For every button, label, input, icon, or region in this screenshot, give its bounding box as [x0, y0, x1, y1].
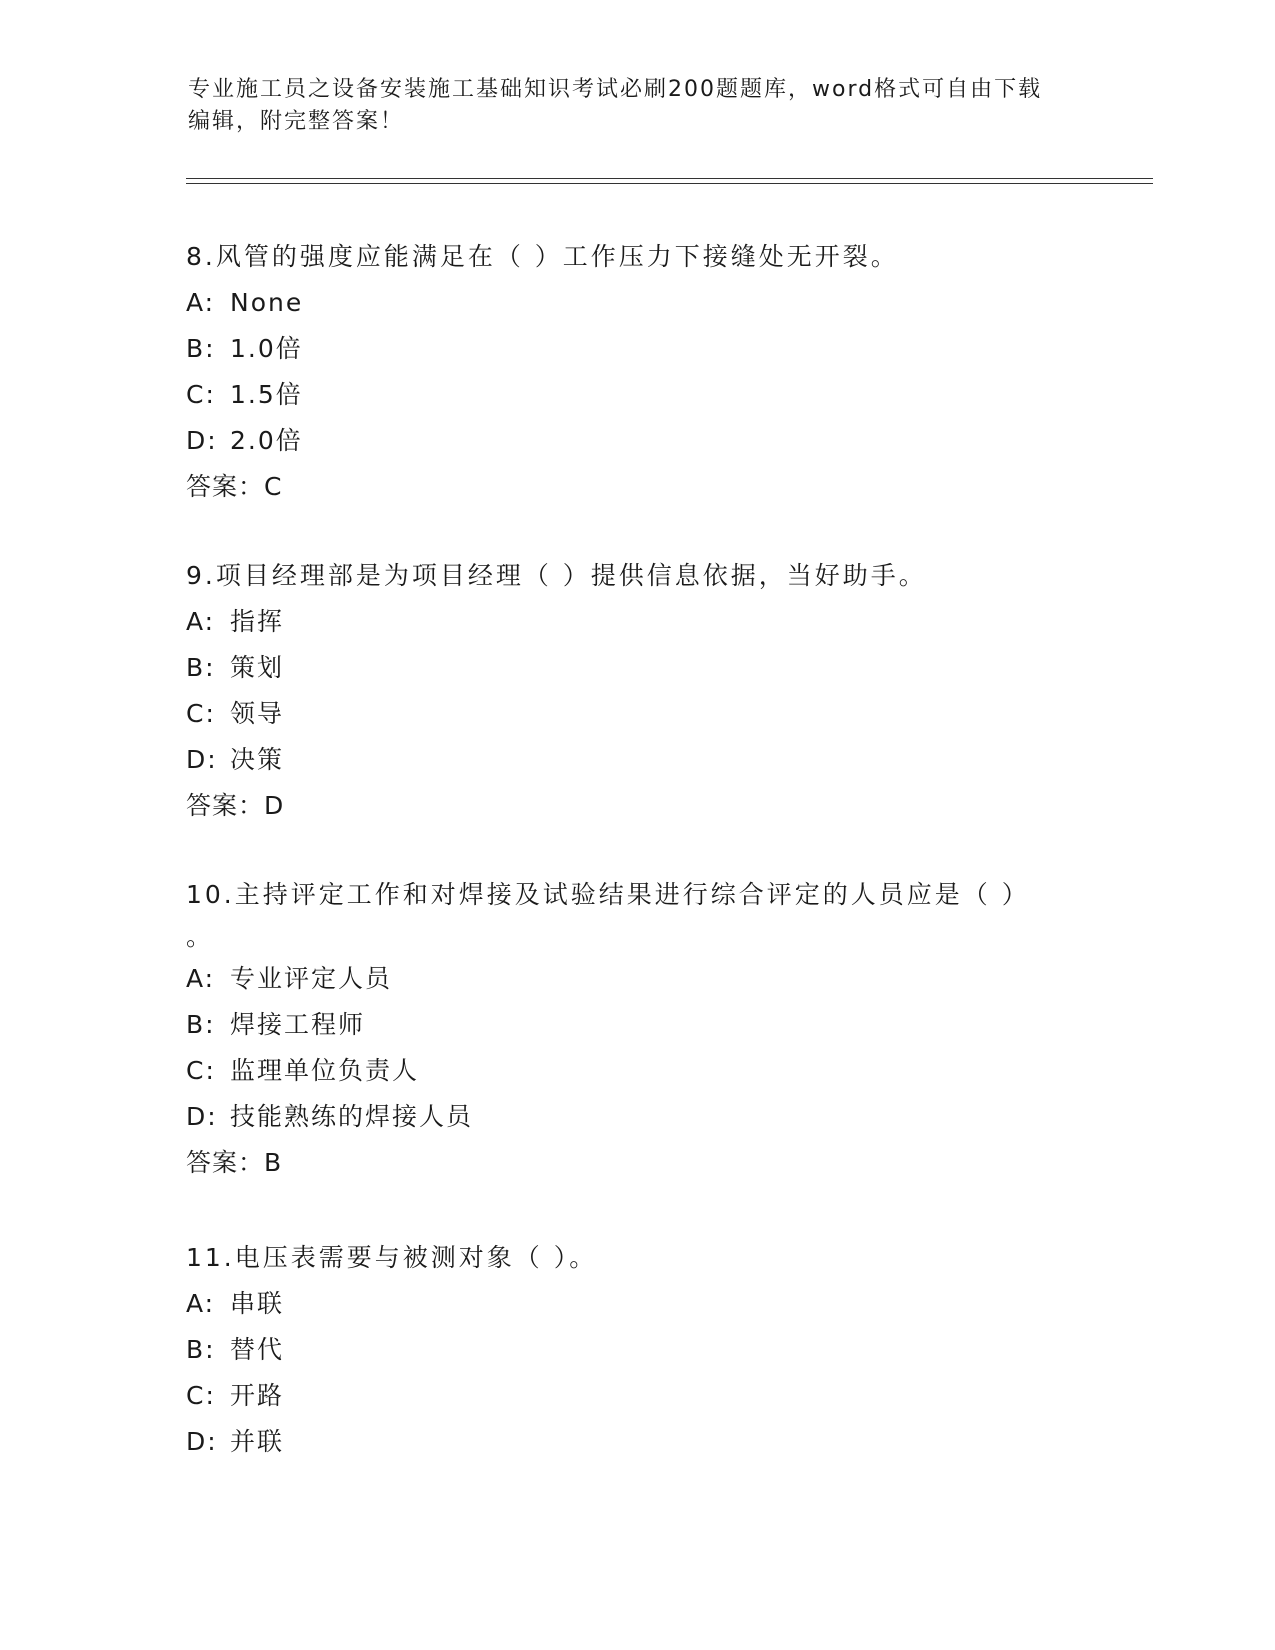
- option-letter: B:: [186, 1335, 216, 1364]
- option-letter: D:: [186, 426, 218, 455]
- option-letter: B:: [186, 653, 216, 682]
- question-10: [186, 872, 1086, 1186]
- option-d: [186, 737, 1086, 783]
- option-a: [186, 599, 1086, 645]
- option-letter: C:: [186, 699, 216, 728]
- header-divider-top: [186, 178, 1153, 179]
- question-stem: 11.电压表需要与被测对象（ ）。: [186, 1243, 598, 1272]
- option-letter: C:: [186, 1381, 216, 1410]
- option-text: 监理单位负责人: [230, 1056, 420, 1085]
- option-letter: B:: [186, 334, 216, 363]
- question-8: [186, 234, 1086, 510]
- option-text: 替代: [230, 1335, 285, 1364]
- option-letter: C:: [186, 380, 216, 409]
- question-stem: 8.风管的强度应能满足在（ ）工作压力下接缝处无开裂。: [186, 242, 899, 271]
- header-divider-bottom: [186, 183, 1153, 184]
- document-header: [188, 74, 1088, 138]
- option-text: 1.5倍: [230, 380, 303, 409]
- option-text: 指挥: [230, 607, 285, 636]
- option-text: 专业评定人员: [230, 964, 393, 993]
- option-letter: A:: [186, 964, 216, 993]
- option-text: 技能熟练的焊接人员: [230, 1102, 474, 1131]
- option-a: [186, 956, 1086, 1002]
- option-c: [186, 691, 1086, 737]
- option-a: [186, 1281, 1086, 1327]
- answer-line: 答案：C: [186, 472, 283, 501]
- option-b: [186, 1002, 1086, 1048]
- option-text: 2.0倍: [230, 426, 303, 455]
- option-text: 并联: [230, 1427, 285, 1456]
- option-b: [186, 645, 1086, 691]
- option-text: None: [230, 288, 304, 317]
- option-text: 串联: [230, 1289, 285, 1318]
- option-letter: D:: [186, 745, 218, 774]
- option-d: [186, 1419, 1086, 1465]
- option-c: [186, 1373, 1086, 1419]
- answer-line: 答案：D: [186, 791, 285, 820]
- option-d: [186, 418, 1086, 464]
- option-letter: B:: [186, 1010, 216, 1039]
- option-text: 决策: [230, 745, 285, 774]
- header-title-line-1: 专业施工员之设备安装施工基础知识考试必刷200题题库，word格式可自由下载: [188, 77, 1043, 102]
- option-c: [186, 372, 1086, 418]
- option-text: 开路: [230, 1381, 285, 1410]
- option-letter: A:: [186, 288, 216, 317]
- option-text: 焊接工程师: [230, 1010, 366, 1039]
- option-letter: D:: [186, 1427, 218, 1456]
- option-letter: A:: [186, 1289, 216, 1318]
- question-9: [186, 553, 1086, 829]
- option-c: [186, 1048, 1086, 1094]
- header-title-line-2: 编辑，附完整答案！: [188, 109, 405, 134]
- question-stem: 10.主持评定工作和对焊接及试验结果进行综合评定的人员应是（ ）: [186, 880, 1030, 909]
- option-b: [186, 326, 1086, 372]
- question-stem: 9.项目经理部是为项目经理（ ）提供信息依据，当好助手。: [186, 561, 927, 590]
- option-letter: A:: [186, 607, 216, 636]
- option-b: [186, 1327, 1086, 1373]
- option-text: 1.0倍: [230, 334, 303, 363]
- question-stem-continuation: 。: [186, 922, 212, 951]
- option-d: [186, 1094, 1086, 1140]
- answer-line: 答案：B: [186, 1148, 283, 1177]
- option-letter: D:: [186, 1102, 218, 1131]
- option-letter: C:: [186, 1056, 216, 1085]
- option-text: 策划: [230, 653, 285, 682]
- option-text: 领导: [230, 699, 285, 728]
- question-11: [186, 1235, 1086, 1465]
- option-a: [186, 280, 1086, 326]
